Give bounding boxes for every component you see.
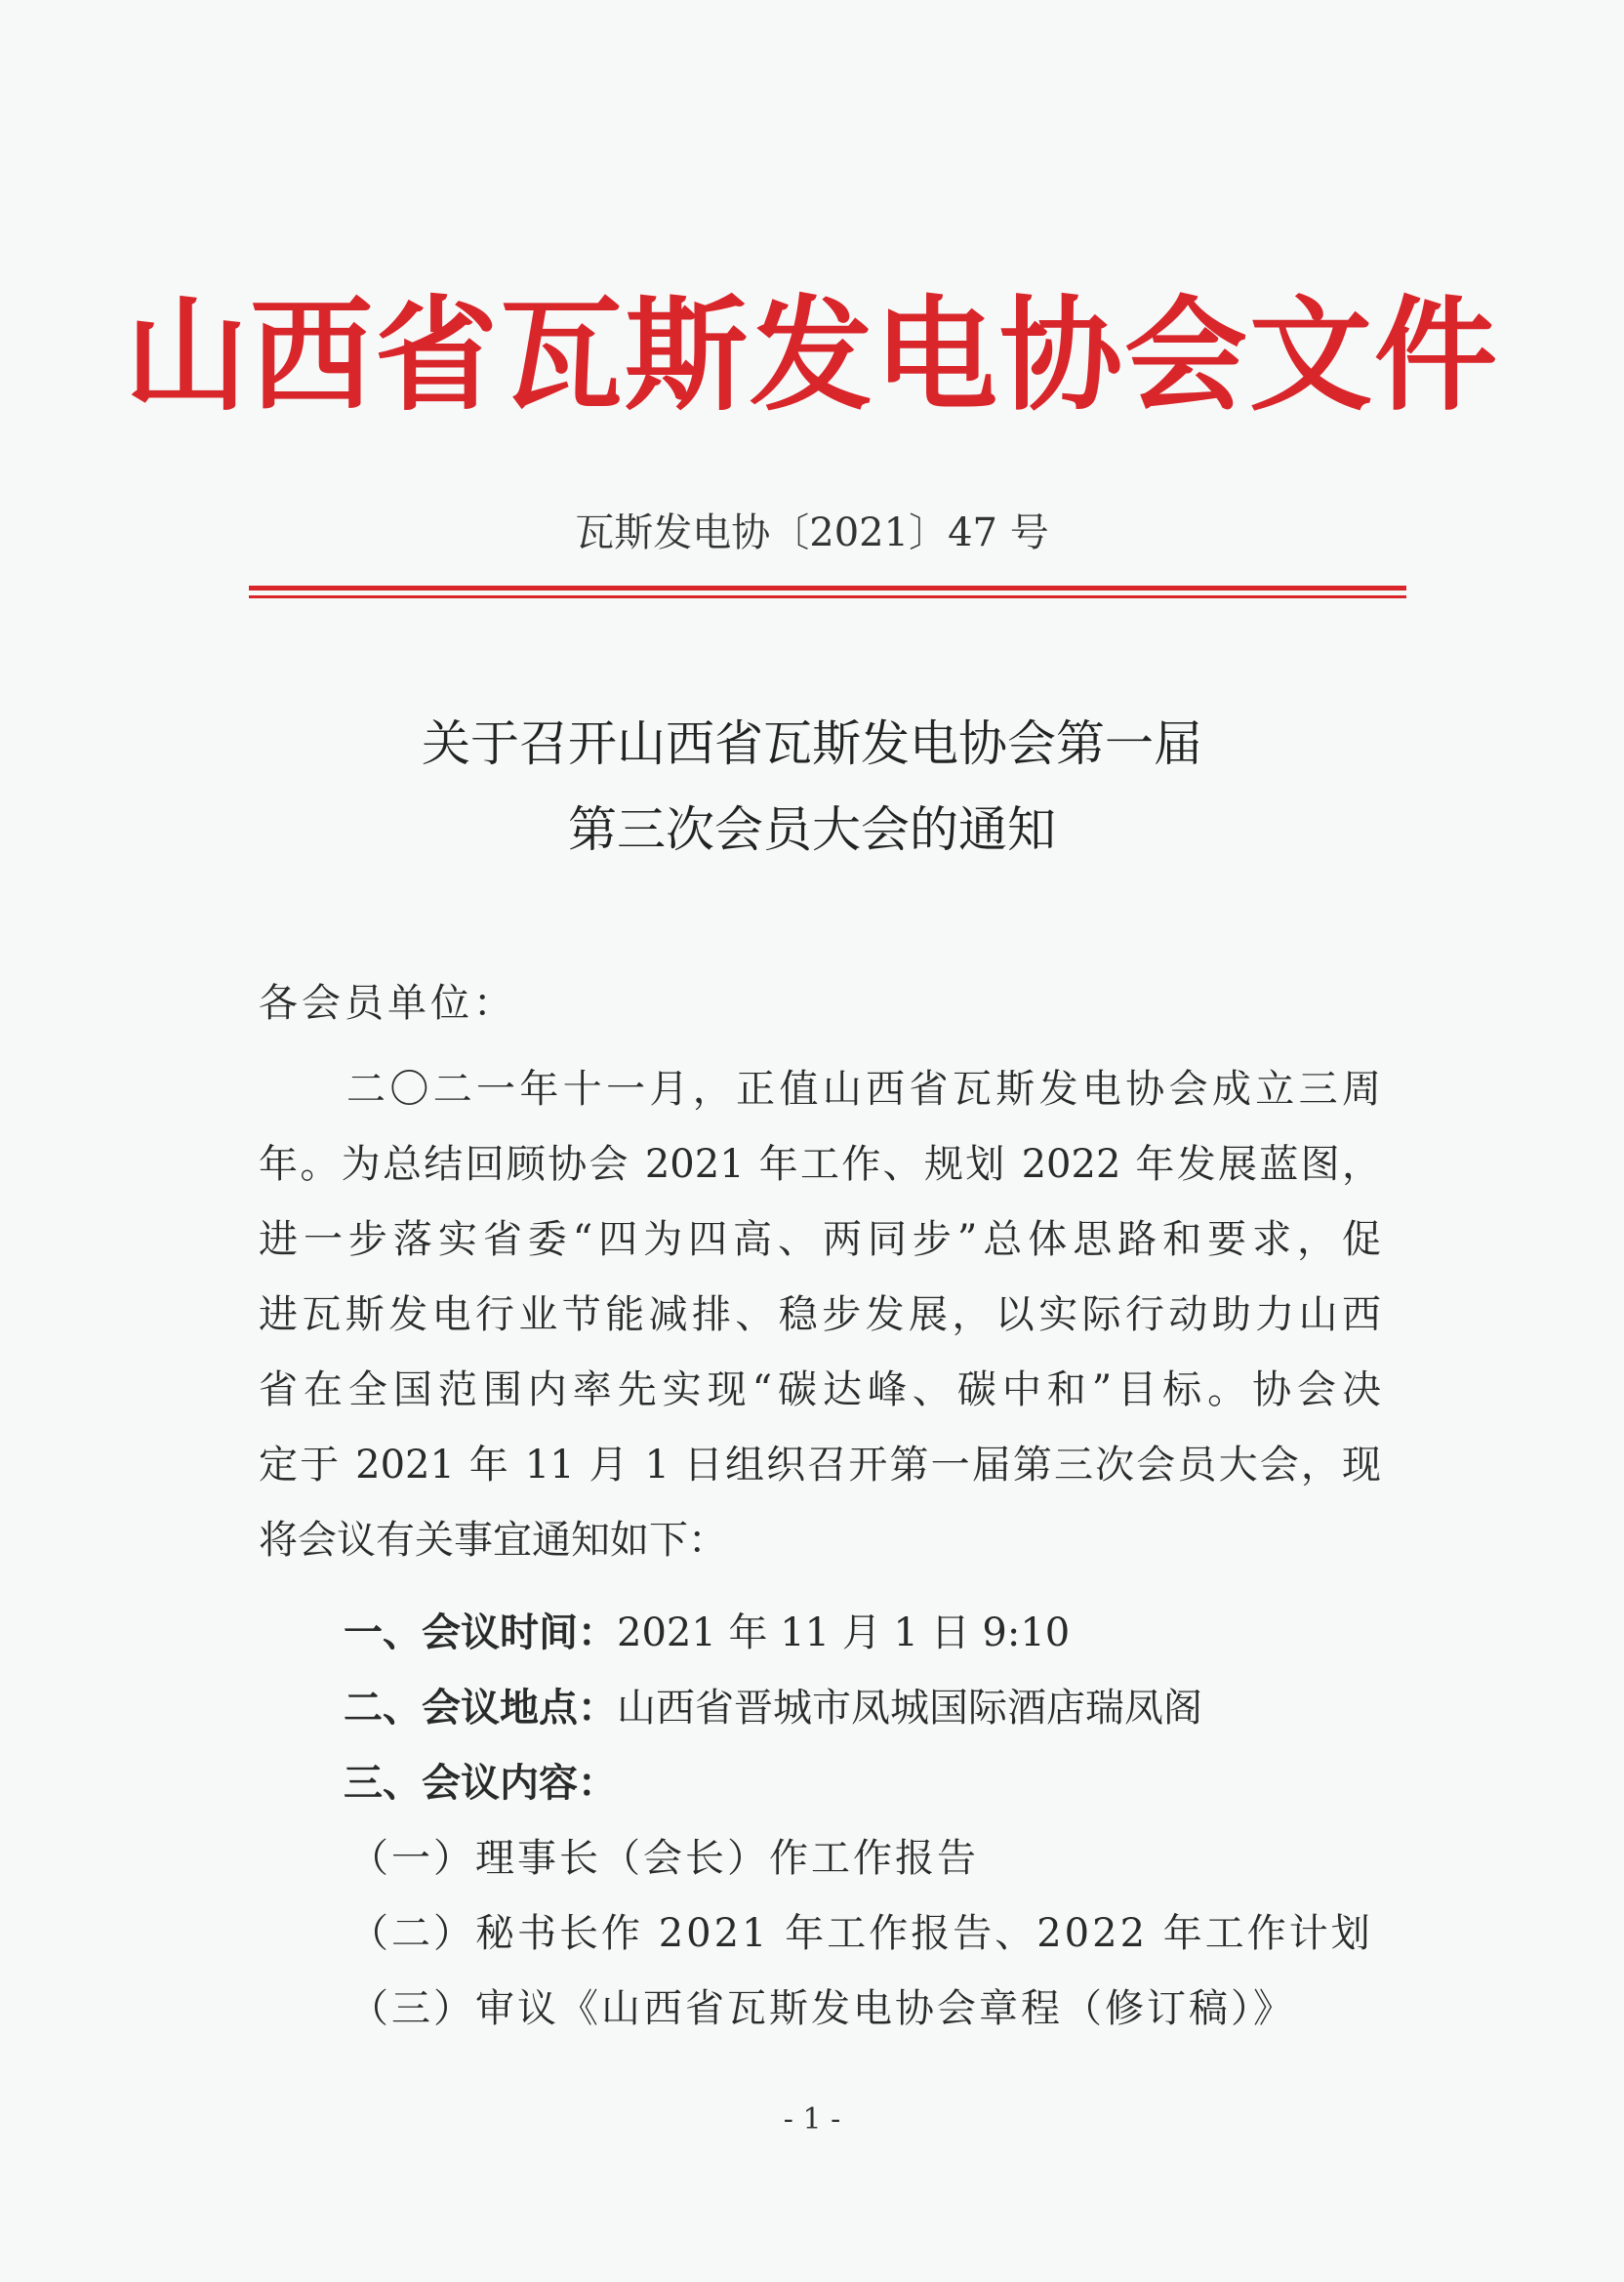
notice-title-line-2: 第三次会员大会的通知 [568,801,1056,858]
item-value: 山西省晋城市凤城国际酒店瑞凤阁 [617,1686,1202,1731]
item-label: 一、会议时间： [344,1610,617,1655]
body-line: 省在全国范围内率先实现“碳达峰、碳中和”目标。协会决 [259,1367,1381,1412]
red-divider-line-thin [249,595,1406,598]
document-number: 瓦斯发电协〔2021〕47 号 [575,510,1049,555]
page-number: - 1 - [783,2102,841,2137]
agenda-sub-item: （一）理事长（会长）作工作报告 [349,1836,979,1881]
agenda-sub-item: （三）审议《山西省瓦斯发电协会章程（修订稿）》 [349,1986,1295,2031]
red-divider-line [249,586,1406,591]
agenda-sub-item: （二）秘书长作 2021 年工作报告、2022 年工作计划 [349,1911,1373,1956]
item-value: 2021 年 11 月 1 日 9:10 [617,1610,1071,1655]
meeting-time-item [344,1606,1070,1660]
item-label: 三、会议内容： [344,1761,617,1806]
meeting-content-item [344,1756,617,1811]
organization-header-title: 山西省瓦斯发电协会文件 [125,284,1499,428]
meeting-location-item [344,1681,1202,1735]
body-line: 进瓦斯发电行业节能减排、稳步发展，以实际行动助力山西 [259,1292,1381,1337]
body-line: 年。为总结回顾协会 2021 年工作、规划 2022 年发展蓝图， [259,1142,1381,1187]
body-line: 进一步落实省委“四为四高、两同步”总体思路和要求，促 [259,1217,1381,1262]
body-line: 定于 2021 年 11 月 1 日组织召开第一届第三次会员大会，现 [259,1443,1381,1487]
body-line: 二〇二一年十一月，正值山西省瓦斯发电协会成立三周 [346,1067,1381,1112]
notice-title-line-1: 关于召开山西省瓦斯发电协会第一届 [422,715,1202,772]
item-label: 二、会议地点： [344,1686,617,1731]
body-line: 将会议有关事宜通知如下： [259,1518,727,1563]
salutation: 各会员单位： [259,981,516,1026]
